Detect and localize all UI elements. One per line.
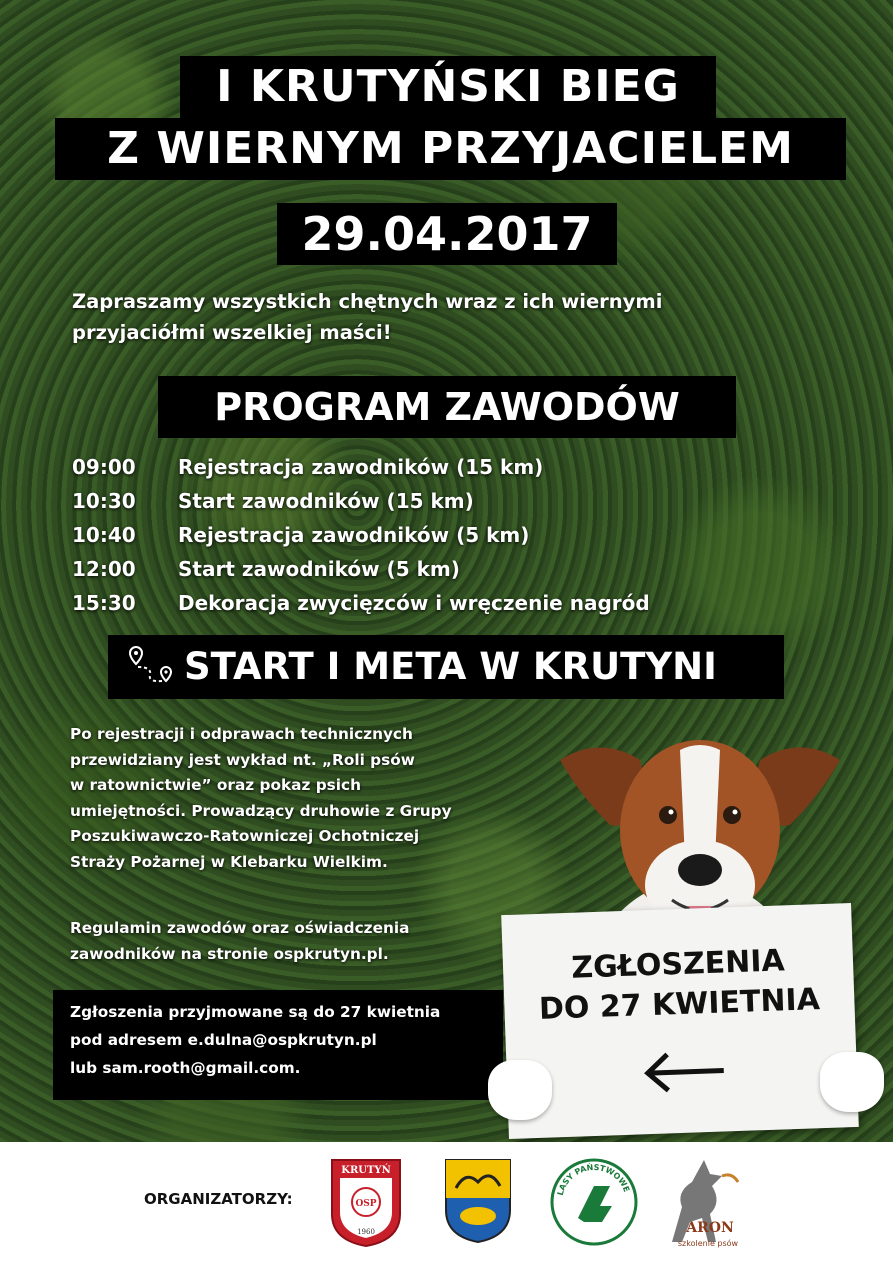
schedule-text: Dekoracja zwycięzców i wręczenie nagród <box>178 591 650 615</box>
rules-line: Regulamin zawodów oraz oświadczenia <box>70 919 410 937</box>
rules-line: zawodników na stronie ospkrutyn.pl. <box>70 944 389 963</box>
schedule-text: Start zawodników (5 km) <box>178 557 460 581</box>
schedule-item <box>72 518 852 552</box>
svg-text:ARON: ARON <box>686 1220 734 1236</box>
route-pin-icon <box>128 645 176 689</box>
description-line: umiejętności. Prowadzący druhowie z Grupy <box>70 801 452 820</box>
registration-sign <box>501 903 859 1139</box>
organizers-label: ORGANIZATORZY: <box>144 1190 293 1208</box>
krutyn-osp-logo <box>328 1156 404 1248</box>
contact-box <box>53 990 503 1100</box>
dog-paw-right <box>820 1052 884 1112</box>
description-line: Po rejestracji i odprawach technicznych <box>70 725 413 743</box>
svg-text:LASY PAŃSTWOWE: LASY PAŃSTWOWE <box>555 1162 632 1197</box>
schedule-item <box>72 450 852 484</box>
description-line: w ratownictwie” oraz pokaz psich <box>70 776 361 794</box>
svg-text:1960: 1960 <box>357 1228 375 1236</box>
rules-text <box>70 916 500 967</box>
description-text <box>70 722 500 875</box>
sign-line-2: DO 27 KWIETNIA <box>538 982 821 1027</box>
contact-line: lub sam.rooth@gmail.com. <box>70 1059 301 1077</box>
schedule-text: Rejestracja zawodników (5 km) <box>178 523 530 547</box>
contact-line: pod adresem e.dulna@ospkrutyn.pl <box>70 1031 377 1049</box>
schedule-time: 09:00 <box>72 455 136 479</box>
event-date: 29.04.2017 <box>277 203 617 265</box>
schedule-time: 10:40 <box>72 523 136 547</box>
arrow-left-icon <box>641 1047 728 1096</box>
location-heading: START I META W KRUTYNI <box>184 645 717 688</box>
contact-line: Zgłoszenia przyjmowane są do 27 kwietnia <box>70 1003 441 1021</box>
schedule-list <box>72 450 852 620</box>
invitation-text <box>72 286 792 348</box>
schedule-item <box>72 586 852 620</box>
description-line: Poszukiwawczo-Ratowniczej Ochotniczej <box>70 827 420 845</box>
location-banner <box>108 635 784 699</box>
sign-line-1: ZGŁOSZENIA <box>570 943 786 986</box>
dog-paw-left <box>488 1060 552 1120</box>
program-heading: PROGRAM ZAWODÓW <box>158 376 736 438</box>
svg-text:KRUTYŃ: KRUTYŃ <box>341 1165 391 1176</box>
invitation-line: przyjaciółmi wszelkiej maści! <box>72 321 392 344</box>
invitation-line: Zapraszamy wszystkich chętnych wraz z ich wiernymi <box>72 290 663 313</box>
schedule-text: Rejestracja zawodników (15 km) <box>178 455 544 479</box>
schedule-time: 10:30 <box>72 489 136 513</box>
aron-logo <box>652 1152 746 1252</box>
gmina-coat-of-arms-logo <box>444 1158 512 1244</box>
svg-text:OSP: OSP <box>355 1199 377 1209</box>
schedule-time: 15:30 <box>72 591 136 615</box>
footer <box>0 1142 893 1263</box>
lasy-panstwowe-logo <box>550 1156 638 1248</box>
schedule-item <box>72 552 852 586</box>
schedule-text: Start zawodników (15 km) <box>178 489 474 513</box>
title-line-1: I KRUTYŃSKI BIEG <box>180 56 716 118</box>
title-line-2: Z WIERNYM PRZYJACIELEM <box>55 118 846 180</box>
schedule-item <box>72 484 852 518</box>
svg-text:szkolenie psów: szkolenie psów <box>677 1239 739 1248</box>
description-line: przewidziany jest wykład nt. „Roli psów <box>70 750 415 769</box>
description-line: Straży Pożarnej w Klebarku Wielkim. <box>70 852 388 871</box>
schedule-time: 12:00 <box>72 557 136 581</box>
